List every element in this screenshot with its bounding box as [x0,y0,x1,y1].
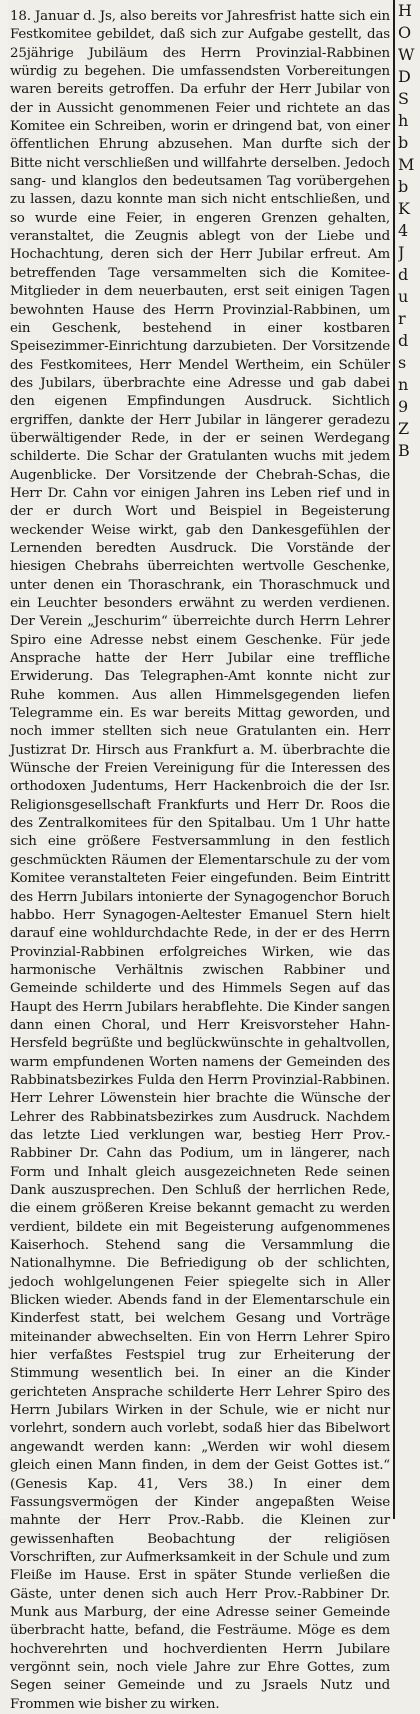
left-margin-strip [0,0,8,1519]
adjacent-column-fragment: b [398,133,409,152]
adjacent-column-fragment: J [398,243,405,262]
adjacent-column-fragment: W [398,45,415,64]
adjacent-column-fragment: d [398,331,409,350]
adjacent-column-fragment: u [398,287,409,306]
adjacent-column-fragment: Z [398,419,410,438]
article-column [10,8,390,1714]
adjacent-column-fragment: h [398,111,409,130]
adjacent-column-fragment: O [398,23,412,42]
adjacent-column-fragment: d [398,265,409,284]
adjacent-column-fragment: D [398,67,411,86]
adjacent-column-fragment: S [398,89,409,108]
article-body: 18. Januar d. Js, also bereits vor Jahresfrist hatte sich ein Festkomitee gebildet, daß sich zur Aufgabe gestellt, das 25jährige Jubiläum des Herrn Provinzial-Rabbinen würdig zu begehen. Die umfassendsten Vorbereitungen waren bereits getroffen. Da erfuhr der Herr Jubilar von der in Aussicht genommenen Feier und richtete an das Komitee ein Schreiben, worin er dringend bat, von einer öffentlichen Ehrung abzusehen. Man durfte sich der Bitte nicht verschließen und willfahrte derselben. Jedoch sang- und klanglos den bedeutsamen Tag vorübergehen zu lassen, dazu konnte man sich nicht entschließen, und so wurde eine Feier, in engeren Grenzen gehalten, veranstaltet, die Zeugnis ablegt von der Liebe und Hochachtung, deren sich der Herr Jubilar erfreut. Am betreffenden Tage versammelten sich die Komitee-Mitglieder in dem neuerbauten, erst seit einigen Tagen bewohnten Hause des Herrn Provinzial-Rabbinen, um ein Geschenk, bestehend in einer kostbaren Speisezimmer-Einrichtung darzubieten. Der Vorsitzende des Festkomitees, Herr Mendel Wertheim, ein Schüler des Jubilars, überbrachte eine Adresse und gab dabei den eigenen Empfindungen Ausdruck. Sichtlich ergriffen, dankte der Herr Jubilar in längerer geradezu überwältigender Rede, in der er seinen Werdegang schilderte. Die Schar der Gratulanten wuchs mit jedem Augenblicke. Der Vorsitzende der Chebrah-Schas, die Herr Dr. Cahn vor einigen Jahren ins Leben rief und in der er durch Wort und Beispiel in Begeisterung weckender Weise wirkt, gab den Dankesgefühlen der Lernenden beredten Ausdruck. Die Vorstände der hiesigen Chebrahs überreichten wertvolle Geschenke, unter denen ein Thoraschrank, ein Thoraschmuck und ein Leuchter besonders erwähnt zu werden verdienen. Der Verein „Jeschurim“ überreichte durch Herrn Lehrer Spiro eine Adresse nebst einem Geschenke. Für jede Ansprache hatte der Herr Jubilar eine treffliche Erwiderung. Das Telegraphen-Amt konnte nicht zur Ruhe kommen. Aus allen Himmelsgegenden liefen Telegramme ein. Es war bereits Mittag geworden, und noch immer stellten sich neue Gratulanten ein. Herr Justizrat Dr. Hirsch aus Frankfurt a. M. überbrachte die Wünsche der Freien Vereinigung für die Interessen des orthodoxen Judentums, Herr Hackenbroich die der Isr. Religionsgesellschaft Frankfurts und Herr Dr. Roos die des Zentralkomitees für den Spitalbau. Um 1 Uhr hatte sich eine größere Festversammlung in den festlich geschmückten Räumen der Elementarschule zu der vom Komitee veranstalteten Feier eingefunden. Beim Eintritt des Herrn Jubilars intonierte der Synagogenchor Boruch habbo. Herr Synagogen-Aeltester Emanuel Stern hielt darauf eine wohldurchdachte Rede, in der er des Herrn Provinzial-Rabbinen erfolgreiches Wirken, wie das harmonische Verhältnis zwischen Rabbiner und Gemeinde schilderte und des Himmels Segen auf das Haupt des Herrn Jubilars herabflehte. Die Kinder sangen dann einen Choral, und Herr Kreisvorsteher Hahn-Hersfeld begrüßte und beglückwünschte in gehaltvollen, warm empfundenen Worten namens der Gemeinden des Rabbinatsbezirkes Fulda den Herrn Provinzial-Rabbinen. Herr Lehrer Löwenstein hier brachte die Wünsche der Lehrer des Rabbinatsbezirkes zum Ausdruck. Nachdem das letzte Lied verklungen war, bestieg Herr Prov.-Rabbiner Dr. Cahn das Podium, um in längerer, nach Form und Inhalt gleich ausgezeichneten Rede seinen Dank auszusprechen. Den Schluß der herrlichen Rede, die einem größeren Kreise bekannt gemacht zu werden verdient, bildete ein mit Begeisterung aufgenommenes Kaiserhoch. Stehend sang die Versammlung die Nationalhymne. Die Befriedigung ob der schlichten, jedoch wohlgelungenen Feier spiegelte sich in Aller Blicken wieder. Abends fand in der Elementarschule ein Kinderfest statt, bei welchem Gesang und Vorträge miteinander abwechselten. Ein von Herrn Lehrer Spiro hier verfaßtes Festspiel trug zur Erheiterung der Stimmung wesentlich bei. In einer an die Kinder gerichteten Ansprache schilderte Herr Lehrer Spiro des Herrn Jubilars Wirken in der Schule, wie er nicht nur vorlehrt, sondern auch vorlebt, sodaß hier das Bibelwort angewandt werden kann: „Werden wir wohl diesem gleich einen Mann finden, in dem der Geist Gottes ist.“ (Genesis Kap. 41, Vers 38.) In einer dem Fassungsvermögen der Kinder angepaßten Weise mahnte der Herr Prov.-Rabb. die Kleinen zur gewissenhaften Beobachtung der religiösen Vorschriften, zur Aufmerksamkeit in der Schule und zum Fleiße im Hause. Erst in später Stunde verließen die Gäste, unter denen sich auch Herr Prov.-Rabbiner Dr. Munk aus Marburg, der eine Adresse seiner Gemeinde überbracht hatte, befand, die Festräume. Möge es dem hochverehrten und hochverdienten Herrn Jubilare vergönnt sein, noch viele Jahre zur Ehre Gottes, zum Segen seiner Gemeinde und zu Jsraels Nutz und Frommen wie bisher zu wirken. [10,9,390,1712]
column-divider-rule [393,0,395,1519]
adjacent-column-fragment: s [398,353,407,372]
adjacent-column-fragment: r [398,309,406,328]
adjacent-column-fragment: M [398,155,415,174]
adjacent-column-fragment: 4 [398,221,409,240]
adjacent-column-fragment: K [398,199,410,218]
adjacent-column-fragment: n [398,375,409,394]
adjacent-column-fragment: 9 [398,397,409,416]
adjacent-column-fragment: H [398,1,412,20]
adjacent-column-fragment: B [398,441,410,460]
adjacent-column-fragment: b [398,177,409,196]
adjacent-column-fragments [398,0,420,1519]
